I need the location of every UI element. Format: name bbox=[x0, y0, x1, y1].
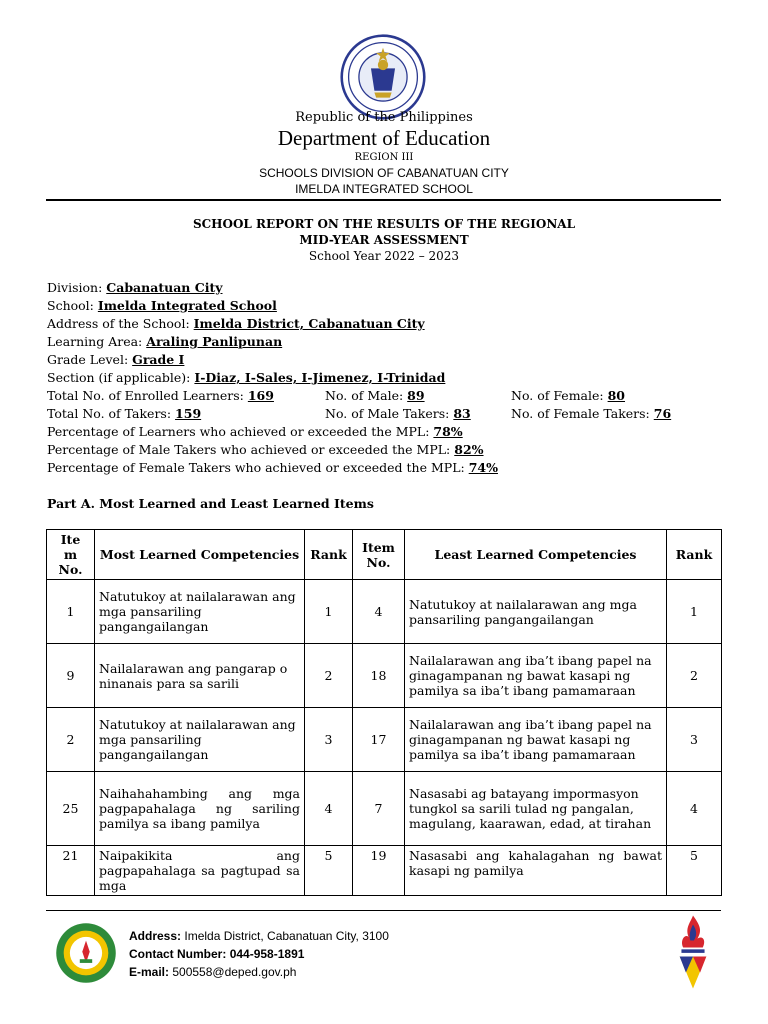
female-count: No. of Female: 80 bbox=[511, 388, 626, 403]
address-value: Imelda District, Cabanatuan City bbox=[193, 316, 425, 331]
footer-contact: Contact Number: 044-958-1891 bbox=[129, 947, 305, 961]
header-most-learned: Most Learned Competencies bbox=[95, 530, 305, 580]
division-line: SCHOOLS DIVISION OF CABANATUAN CITY bbox=[259, 166, 509, 180]
item-no-2-cell: 19 bbox=[353, 846, 405, 896]
division-value: Cabanatuan City bbox=[106, 280, 223, 295]
item-no-cell: 21 bbox=[47, 846, 95, 896]
rank-cell: 1 bbox=[305, 580, 353, 644]
rank-2-cell: 2 bbox=[667, 644, 722, 708]
report-title-line1: SCHOOL REPORT ON THE RESULTS OF THE REGIONAL bbox=[192, 217, 576, 231]
header-divider bbox=[46, 199, 721, 201]
footer-divider bbox=[46, 910, 721, 911]
most-learned-cell: Naihahahambing ang mga pagpapahalaga ng sariling pamilya sa ibang pamilya bbox=[95, 772, 305, 846]
school-logo-icon bbox=[55, 922, 117, 984]
rank-cell: 4 bbox=[305, 772, 353, 846]
learning-area-value: Araling Panlipunan bbox=[146, 334, 283, 349]
header-rank-2: Rank bbox=[667, 530, 722, 580]
item-no-2-cell: 4 bbox=[353, 580, 405, 644]
learning-area-row: Learning Area: Araling Panlipunan bbox=[47, 334, 283, 349]
section-value: I-Diaz, I-Sales, I-Jimenez, I-Trinidad bbox=[194, 370, 446, 385]
address-row: Address of the School: Imelda District, Cabanatuan City bbox=[47, 316, 425, 331]
region-line: REGION III bbox=[354, 152, 414, 163]
rank-2-cell: 4 bbox=[667, 772, 722, 846]
school-row: School: Imelda Integrated School bbox=[47, 298, 277, 313]
rank-cell: 5 bbox=[305, 846, 353, 896]
enrolled-value: 169 bbox=[247, 388, 274, 403]
rank-cell: 3 bbox=[305, 708, 353, 772]
item-no-2-cell: 18 bbox=[353, 644, 405, 708]
competencies-table bbox=[46, 529, 722, 896]
most-learned-cell: Nailalarawan ang pangarap o ninanais para sa sarili bbox=[95, 644, 305, 708]
grade-level-value: Grade I bbox=[132, 352, 185, 367]
rank-2-cell: 1 bbox=[667, 580, 722, 644]
male-takers: No. of Male Takers: 83 bbox=[325, 406, 471, 421]
least-learned-cell: Nailalarawan ang iba’t ibang papel na ginagampanan ng bawat kasapi ng pamilya sa iba’t ibang pamamaraan bbox=[405, 644, 667, 708]
table-header-row bbox=[47, 530, 722, 580]
school-line: IMELDA INTEGRATED SCHOOL bbox=[295, 182, 473, 196]
table-row bbox=[47, 846, 722, 896]
header-item-no-2: Item No. bbox=[353, 530, 405, 580]
pct-female-row: Percentage of Female Takers who achieved or exceeded the MPL: 74% bbox=[47, 460, 498, 475]
school-value: Imelda Integrated School bbox=[97, 298, 277, 313]
most-learned-cell: Natutukoy at nailalarawan ang mga pansariling pangangailangan bbox=[95, 580, 305, 644]
footer-email: E-mail: 500558@deped.gov.ph bbox=[129, 965, 297, 979]
least-learned-cell: Nasasabi ag batayang impormasyon tungkol sa sarili tulad ng pangalan, magulang, kaarawan, edad, at tirahan bbox=[405, 772, 667, 846]
item-no-cell: 1 bbox=[47, 580, 95, 644]
department-name: Department of Education bbox=[277, 126, 491, 150]
section-row: Section (if applicable): I-Diaz, I-Sales, I-Jimenez, I-Trinidad bbox=[47, 370, 446, 385]
most-learned-cell: Naipakikita ang pagpapahalaga sa pagtupad sa mga bbox=[95, 846, 305, 896]
female-takers: No. of Female Takers: 76 bbox=[511, 406, 672, 421]
male-count: No. of Male: 89 bbox=[325, 388, 425, 403]
table-row bbox=[47, 772, 722, 846]
table-row bbox=[47, 644, 722, 708]
republic-line: Republic of the Philippines bbox=[295, 110, 473, 125]
item-no-cell: 25 bbox=[47, 772, 95, 846]
deped-seal-icon bbox=[340, 34, 426, 120]
footer-address: Address: Imelda District, Cabanatuan City, 3100 bbox=[129, 929, 389, 943]
grade-level-row: Grade Level: Grade I bbox=[47, 352, 185, 367]
item-no-cell: 9 bbox=[47, 644, 95, 708]
pct-male-row: Percentage of Male Takers who achieved or exceeded the MPL: 82% bbox=[47, 442, 484, 457]
item-no-2-cell: 7 bbox=[353, 772, 405, 846]
rank-cell: 2 bbox=[305, 644, 353, 708]
header-rank: Rank bbox=[305, 530, 353, 580]
header-least-learned: Least Learned Competencies bbox=[405, 530, 667, 580]
least-learned-cell: Nasasabi ang kahalagahan ng bawat kasapi ng pamilya bbox=[405, 846, 667, 896]
takers-row: Total No. of Takers: 159 bbox=[47, 406, 202, 421]
least-learned-cell: Natutukoy at nailalarawan ang mga pansariling pangangailangan bbox=[405, 580, 667, 644]
report-title-line2: MID-YEAR ASSESSMENT bbox=[299, 233, 469, 247]
most-learned-cell: Natutukoy at nailalarawan ang mga pansariling pangangailangan bbox=[95, 708, 305, 772]
item-no-2-cell: 17 bbox=[353, 708, 405, 772]
enrolled-row: Total No. of Enrolled Learners: 169 bbox=[47, 388, 274, 403]
rank-2-cell: 3 bbox=[667, 708, 722, 772]
flame-emblem-icon bbox=[670, 912, 716, 992]
item-no-cell: 2 bbox=[47, 708, 95, 772]
pct-learners-row: Percentage of Learners who achieved or exceeded the MPL: 78% bbox=[47, 424, 463, 439]
part-a-heading: Part A. Most Learned and Least Learned Items bbox=[47, 496, 374, 511]
division-row: Division: Cabanatuan City bbox=[47, 280, 223, 295]
table-row bbox=[47, 580, 722, 644]
least-learned-cell: Nailalarawan ang iba’t ibang papel na ginagampanan ng bawat kasapi ng pamilya sa iba’t ibang pamamaraan bbox=[405, 708, 667, 772]
header-item-no: Ite m No. bbox=[47, 530, 95, 580]
table-row bbox=[47, 708, 722, 772]
takers-value: 159 bbox=[175, 406, 202, 421]
school-year: School Year 2022 – 2023 bbox=[308, 249, 460, 263]
rank-2-cell: 5 bbox=[667, 846, 722, 896]
